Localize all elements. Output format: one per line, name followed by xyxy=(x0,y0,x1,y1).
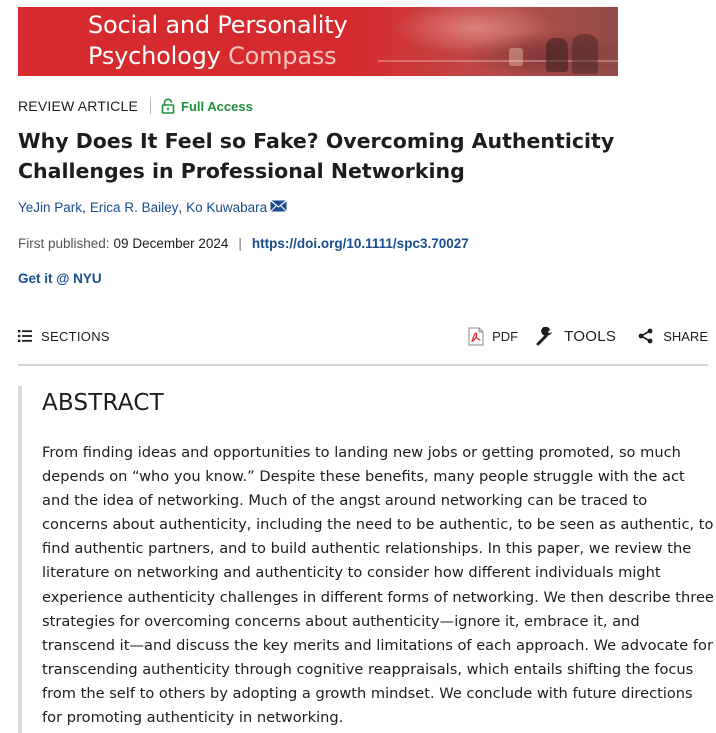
journal-title-psychology: Psychology xyxy=(88,42,229,70)
tools-button[interactable] xyxy=(536,327,616,346)
get-it-link[interactable]: Get it @ NYU xyxy=(18,271,102,286)
divider xyxy=(150,98,151,114)
first-published-date: 09 December 2024 xyxy=(113,236,229,251)
author-link[interactable]: YeJin Park xyxy=(18,200,83,215)
pdf-icon xyxy=(468,327,484,346)
author-link[interactable]: Ko Kuwabara xyxy=(186,200,268,215)
share-icon xyxy=(638,328,653,344)
journal-title-line2 xyxy=(88,42,336,70)
author-list: YeJin Park , Erica R. Bailey , Ko Kuwabara xyxy=(18,200,287,215)
article-meta-row xyxy=(18,96,253,116)
journal-title-compass: Compass xyxy=(228,42,337,70)
abstract-heading: ABSTRACT xyxy=(42,390,164,416)
journal-title-line1: Social and Personality xyxy=(88,11,348,39)
share-label: SHARE xyxy=(663,328,708,344)
mail-icon[interactable] xyxy=(270,200,287,215)
abstract-text: From finding ideas and opportunities to landing new jobs or getting promoted, so much depends on “who you know.” Despite these benefits, many people struggle with the act and the idea of networking. Much of the angst around networking can be traced to concerns about authenticity, including the need to be authentic, to be seen as authentic, to find authentic partners, and to build authentic relationships. In this paper, we review the literature on networking and authenticity to consider how different individuals might experience authenticity challenges in different forms of networking. We then describe three strategies for overcoming concerns about authenticity—ignore it, embrace it, and transcend it—and discuss the key merits and limitations of each approach. We advocate for transcending authenticity through cognitive reappraisals, which entails shifting the focus from the self to others by adopting a growth mindset. We conclude with future directions for promoting authenticity in networking. xyxy=(42,444,714,727)
list-icon xyxy=(18,330,32,342)
abstract-section xyxy=(18,386,714,733)
sections-button[interactable] xyxy=(18,329,110,344)
doi-link[interactable]: https://doi.org/10.1111/spc3.70027 xyxy=(251,236,469,251)
pdf-label: PDF xyxy=(492,328,519,344)
article-toolbar xyxy=(18,322,708,350)
section-divider xyxy=(18,364,708,366)
first-published-label: First published: xyxy=(18,236,110,251)
pdf-button[interactable] xyxy=(468,327,518,346)
sections-label: SECTIONS xyxy=(41,328,110,344)
lock-icon xyxy=(161,98,175,114)
share-button[interactable] xyxy=(638,328,708,344)
toolbar-actions xyxy=(450,327,708,346)
wrench-icon xyxy=(536,327,555,346)
access-label: Full Access xyxy=(181,98,253,114)
publication-info xyxy=(18,236,469,251)
journal-banner[interactable] xyxy=(18,7,618,76)
article-type: REVIEW ARTICLE xyxy=(18,98,139,114)
author-link[interactable]: Erica R. Bailey xyxy=(89,200,179,215)
banner-photo xyxy=(378,7,618,76)
access-badge xyxy=(161,98,253,114)
article-title: Why Does It Feel so Fake? Overcoming Authenticity Challenges in Professional Networking xyxy=(18,129,615,183)
tools-label: TOOLS xyxy=(564,327,617,345)
separator: | xyxy=(238,236,242,251)
